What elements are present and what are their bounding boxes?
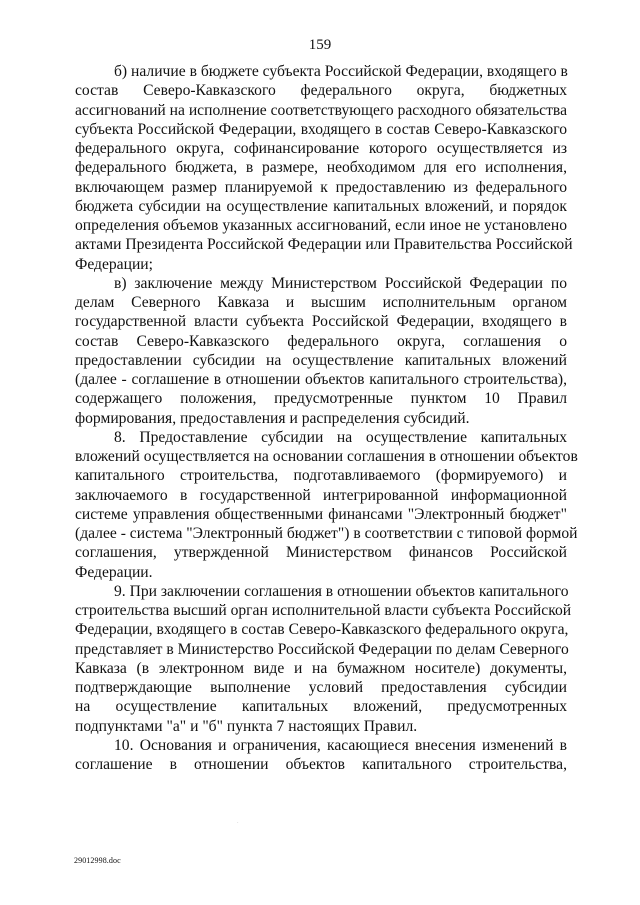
text-line: представляет в Министерство Российской Федерации по делам Северного (75, 640, 569, 658)
text-line: (далее - соглашение в отношении объектов капитального строительства), (75, 371, 567, 388)
text-line: системе управления общественными финансами "Электронный бюджет" (75, 505, 567, 523)
text-line: Федерации, входящего в состав Северо-Кавказского федерального округа, (75, 621, 569, 639)
page-number: 159 (308, 37, 332, 53)
paragraph-b (75, 62, 573, 274)
text-line: Федерации. (75, 563, 153, 581)
text-line: ассигнований на исполнение соответствующего расходного обязательства (75, 101, 567, 119)
text-line: актами Президента Российской Федерации или Правительства Российской (75, 236, 573, 254)
text-line: 8. Предоставление субсидии на осуществление капитальных (114, 428, 567, 446)
text-line: на осуществление капитальных вложений, предусмотренных (75, 698, 567, 716)
document-body (75, 62, 578, 774)
text-line: 10. Основания и ограничения, касающиеся внесения изменений в (114, 736, 567, 754)
text-line: 9. При заключении соглашения в отношении объектов капитального (114, 582, 569, 600)
text-line: б) наличие в бюджете субъекта Российской Федерации, входящего в (114, 63, 568, 80)
text-line: делам Северного Кавказа и высшим исполнительным органом (75, 294, 567, 311)
paragraph-9 (75, 582, 572, 736)
text-line: включающем размер планируемой к предоставлению из федерального (75, 178, 567, 196)
text-line: состав Северо-Кавказского федерального округа, соглашения о (75, 332, 567, 350)
text-line: содержащего положения, предусмотренные пунктом 10 Правил (75, 390, 567, 408)
paragraph-8 (75, 428, 578, 582)
text-line: строительства высший орган исполнительной власти субъекта Российской (75, 602, 572, 619)
text-line: субъекта Российской Федерации, входящего в состав Северо-Кавказского (75, 120, 567, 138)
paragraph-10 (75, 736, 567, 775)
footer-document-code: 29012998.doc (74, 856, 121, 865)
text-line: предоставлении субсидии на осуществление капитальных вложений (75, 351, 567, 369)
text-line: соглашение в отношении объектов капитального строительства, (75, 756, 567, 773)
text-line: Федерации; (75, 255, 153, 273)
text-line: заключаемого в государственной интегрированной информационной (75, 486, 567, 504)
text-line: подпунктами "а" и "б" пункта 7 настоящих Правил. (75, 717, 418, 735)
text-line: формирования, предоставления и распределения субсидий. (75, 409, 470, 427)
text-line: (далее - система "Электронный бюджет") в соответствии с типовой формой (75, 525, 578, 542)
text-line: капитального строительства, подготавливаемого (формируемого) и (75, 467, 567, 485)
scan-speck: · (237, 821, 239, 826)
text-line: государственной власти субъекта Российской Федерации, входящего в (75, 313, 567, 331)
text-line: определения объемов указанных ассигнований, если иное не установлено (75, 217, 567, 234)
text-line: бюджета субсидии на осуществление капитальных вложений, и порядок (75, 197, 567, 215)
text-line: в) заключение между Министерством Российской Федерации по (114, 274, 567, 292)
text-line: подтверждающие выполнение условий предоставления субсидии (75, 679, 567, 696)
text-line: вложений осуществляется на основании соглашения в отношении объектов (75, 448, 578, 465)
text-line: федерального бюджета, в размере, необходимом для его исполнения, (75, 159, 567, 177)
text-line: соглашения, утвержденной Министерством финансов Российской (75, 544, 567, 562)
text-line: федерального округа, софинансирование которого осуществляется из (75, 140, 567, 157)
text-line: состав Северо-Кавказского федерального округа, бюджетных (75, 82, 567, 100)
paragraph-v (75, 274, 567, 428)
text-line: Кавказа (в электронном виде и на бумажном носителе) документы, (75, 659, 567, 677)
